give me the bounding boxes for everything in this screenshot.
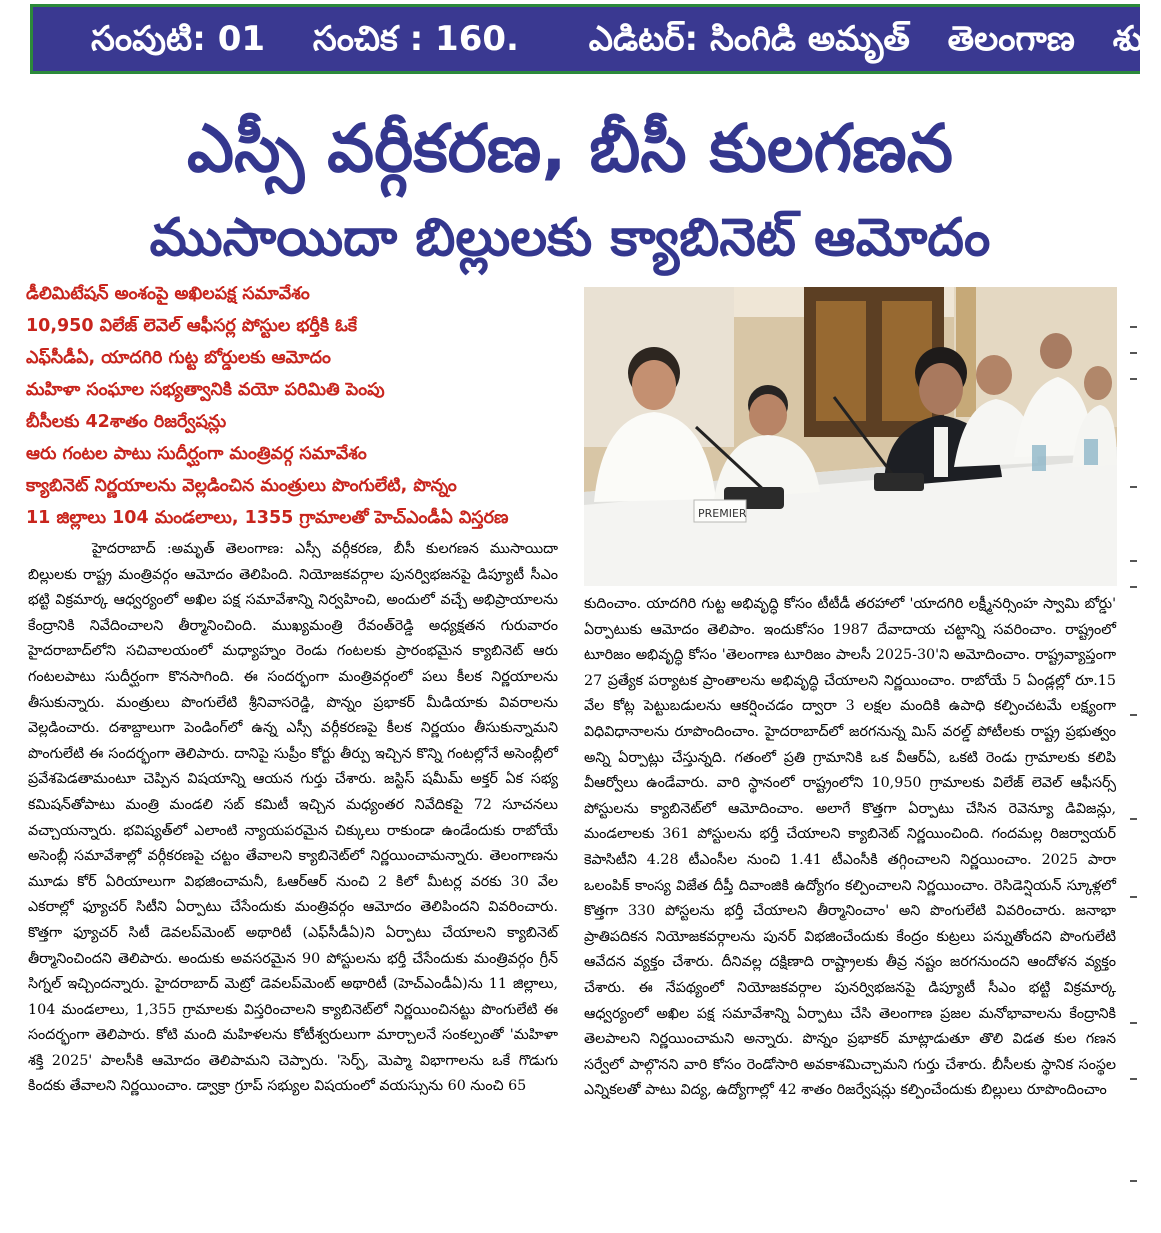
highlight-item: మహిళా సంఘాల సభ్యత్వానికి వయో పరిమితి పెంపు xyxy=(26,380,385,400)
nameplate-text: PREMIER xyxy=(698,507,747,520)
highlight-item: 11 జిల్లాలు 104 మండలాలు, 1355 గ్రామాలతో హెచ్ఎండీఏ విస్తరణ xyxy=(26,508,509,528)
highlight-item: డీలిమిటేషన్ అంశంపై అఖిలపక్ష సమావేశం xyxy=(26,284,310,304)
paper-name: తెలంగాణ xyxy=(947,19,1075,59)
cabinet-meeting-photo xyxy=(584,287,1117,586)
article-column-right: కుదించాం. యాదగిరి గుట్ట అభివృద్ధి కోసం టీటీడీ తరహాలో 'యాదగిరి లక్ష్మీనర్సింహ స్వామి బోర్డు' ఏర్పాటుకు ఆమోదం తెలిపాం. ఇందుకోసం 1987 దేవాదాయ చట్టాన్ని సవరించాం. రాష్ట్రంలో టూరిజం అభివృద్ధి కోసం 'తెలంగాణ టూరిజం పాలసీ 2025-30'ని అమోదించాం. రాష్ట్రవ్యాప్తంగా 27 ప్రత్యేక పర్యాటక ప్రాంతాలను అభివృద్ధి చేయాలని నిర్ణయించాం. రాబోయే 5 ఏండ్లల్లో రూ.15 వేల కోట్ల పెట్టుబడులను ఆకర్షించడం ద్వారా 3 లక్షల మందికి ఉపాధి కల్పించటమే లక్ష్యంగా విధివిధానాలను రూపొందించాం. హైదరాబాద్‌లో జరగనున్న మిస్ వరల్డ్ పోటీలకు రాష్ట్ర ప్రభుత్వం అన్ని ఏర్పాట్లు చేస్తున్నది. గతంలో ప్రతి గ్రామానికి ఒక వీఆర్ఏ, ఒకటి రెండు గ్రామాలకు కలిపి వీఆర్వోలు ఉండేవారు. వారి స్థానంలో రాష్ట్రంలోని 10,950 గ్రామాలకు విలేజ్ లెవెల్ ఆఫీసర్స్ పోస్టులను క్యాబినెట్‌లో ఆమోదించాం. అలాగే కొత్తగా ఏర్పాటు చేసిన రెవెన్యూ డివిజన్లు, మండలాలకు 361 పోస్టులను భర్తీ చేయాలని క్యాబినెట్ నిర్ణయించింది. గందమల్ల రిజర్వాయర్ కెపాసిటీని 4.28 టీఎంసీల నుంచి 1.41 టీఎంసీకి తగ్గించాలని నిర్ణయించాం. 2025 పారా ఒలంపిక్ కాంస్య విజేత దీప్తీ దివాంజికి ఉద్యోగం కల్పించాలని నిర్ణయించాం. రెసిడెన్షియన్ స్కూళ్లలో కొత్తగా 330 పోస్టలను భర్తీ చేయాలని తీర్మానించాం' అని పొంగులేటి వివరించారు. జనాభా ప్రాతిపదికన నియోజకవర్గాలను పునర్ విభజించేందుకు కేంద్రం కుట్రలు పన్నుతోందని పొంగులేటి ఆవేదన వ్యక్తం చేశారు. దీనివల్ల దక్షిణాది రాష్ట్రాలకు తీవ్ర నష్టం జరగనుందని ఆందోళన వ్యక్తం చేశారు. ఈ నేపథ్యంలో నియోజకవర్గాల పునర్విభజనపై డిప్యూటీ సీఎం భట్టి విక్రమార్క ఆధ్వర్యంలో అఖిల పక్ష సమావేశాన్ని ఏర్పాటు చేసి తెలంగాణ ప్రజల మనోభావాలను కేంద్రానికి తెలపాలని నిర్ణయించామని అన్నారు. పొన్నం ప్రభాకర్ మాట్లాడుతూ తొలి విడత కుల గణన సర్వేలో పాల్గొనని వారి కోసం రెండోసారి అవకాశమిచ్చామని గుర్తు చేశారు. బీసీలకు స్థానిక సంస్థల ఎన్నికలతో పాటు విద్య, ఉద్యోగాల్లో 42 శాతం రిజర్వేషన్లు కల్పించేందుకు బిల్లులు రూపొందించాం xyxy=(584,596,1116,1099)
highlight-item: బీసీలకు 42శాతం రిజర్వేషన్లు xyxy=(26,412,227,432)
highlight-item: ఆరు గంటల పాటు సుదీర్ఘంగా మంత్రివర్గ సమావేశం xyxy=(26,444,367,464)
masthead-bar xyxy=(30,4,1161,74)
issue-number: సంచిక : 160. xyxy=(312,19,519,59)
volume-number: సంపుటి: 01 xyxy=(91,19,266,59)
headline-line-1: ఎస్సీ వర్గీకరణ, బీసీ కులగణన xyxy=(187,110,953,187)
weekday: శుక్ర xyxy=(1112,19,1161,59)
highlight-item: 10,950 విలేజ్ లెవెల్ ఆఫీసర్ల పోస్టుల భర్తీకి ఓకే xyxy=(26,316,358,336)
adjacent-column-edge xyxy=(1128,318,1140,1229)
highlights-list xyxy=(26,278,574,534)
article-column-left: హైదరాబాద్ :అమృత్ తెలంగాణ: ఎస్సీ వర్గీకరణ, బీసీ కులగణన ముసాయిదా బిల్లులకు రాష్ట్ర మంత్రివర్గం ఆమోదం తెలిపింది. నియోజకవర్గాల పునర్విభజనపై డిప్యూటీ సీఎం భట్టి విక్రమార్క ఆధ్వర్యంలో అఖిల పక్ష సమావేశాన్ని నిర్వహించి, అందులో వచ్చే అభిప్రాయాలను కేంద్రానికి నివేదించాలని తీర్మానించింది. ముఖ్యమంత్రి రేవంత్‌రెడ్డి అధ్యక్షతన గురువారం హైదరాబాద్‌లోని సచివాలయంలో మధ్యాహ్నం రెండు గంటలకు ప్రారంభమైన క్యాబినెట్ ఆరు గంటలపాటు సుదీర్ఘంగా కొనసాగింది. ఈ సందర్భంగా మంత్రివర్గంలో పలు కీలక నిర్ణయాలను తీసుకున్నారు. మంత్రులు పొంగులేటి శ్రీనివాసరెడ్డి, పొన్నం ప్రభాకర్ మీడియాకు వివరాలను వెల్లడించారు. దశాబ్దాలుగా పెండింగ్‌లో ఉన్న ఎస్సీ వర్గీకరణపై కీలక నిర్ణయం తీసుకున్నామని పొంగులేటి ఈ సందర్భంగా తెలిపారు. దానిపై సుప్రీం కోర్టు తీర్పు ఇచ్చిన కొన్ని గంటల్లోనే అసెంబ్లీలో ప్రవేశపెడతామంటూ చెప్పిన విషయాన్ని ఆయన గుర్తు చేశారు. జస్టిస్ షమీమ్ అక్తర్ ఏక సభ్య కమిషన్‌తోపాటు మంత్రి మండలి సబ్ కమిటీ ఇచ్చిన మధ్యంతర నివేదికపై 72 సూచనలు వచ్చాయన్నారు. భవిష్యత్‌లో ఎలాంటి న్యాయపరమైన చిక్కులు రాకుండా ఉండేందుకు రాబోయే అసెంబ్లీ సమావేశాల్లో వర్గీకరణపై చట్టం తేవాలని క్యాబినెట్‌లో నిర్ణయించామన్నారు. తెలంగాణను మూడు కోర్ ఏరియాలుగా విభజించామనీ, ఓఆర్ఆర్ నుంచి 2 కిలో మీటర్ల వరకు 30 వేల ఎకరాల్లో ఫ్యూచర్ సిటీని ఏర్పాటు చేసేందుకు మంత్రివర్గం ఆమోదం తెలిపిందని వివరించారు. కొత్తగా ఫ్యూచర్ సిటీ డెవలప్‌మెంట్ అథారిటీ (ఎఫ్‌సీడీఏ)ని ఏర్పాటు చేయాలని క్యాబినెట్ తీర్మానించిందని తెలిపారు. అందుకు అవసరమైన 90 పోస్టులను భర్తీ చేసేందుకు మంత్రివర్గం గ్రీన్ సిగ్నల్ ఇచ్చిందన్నారు. హైదరాబాద్ మెట్రో డెవలప్‌మెంట్ అథారిటీ (హెచ్ఎండీఏ)ను 11 జిల్లాలు, 104 మండలాలు, 1,355 గ్రామాలకు విస్తరించాలని క్యాబినెట్‌లో నిర్ణయించినట్టు పొంగులేటి ఈ సందర్భంగా తెలిపారు. కోటి మంది మహిళలను కోటీశ్వరులుగా మార్చాలనే సంకల్పంతో 'మహిళా శక్తి 2025' పాలసీకి ఆమోదం తెలిపామని చెప్పారు. 'సెర్ప్, మెప్మా విభాగాలను ఒకే గొడుగు కిందకు తేవాలని నిర్ణయించాం. డ్వాక్రా గ్రూప్ సభ్యుల విషయంలో వయస్సును 60 నుంచి 65 xyxy=(28,541,558,1095)
highlight-item: ఎఫ్‌సీడీఏ, యాదగిరి గుట్ట బోర్డులకు ఆమోదం xyxy=(26,348,331,368)
editor-name: ఎడిటర్: సింగిడి అమృత్ xyxy=(588,19,910,59)
highlight-item: క్యాబినెట్ నిర్ణయాలను వెల్లడించిన మంత్రులు పొంగులేటి, పొన్నం xyxy=(26,476,457,496)
headline-line-2: ముసాయిదా బిల్లులకు క్యాబినెట్ ఆమోదం xyxy=(149,208,991,268)
